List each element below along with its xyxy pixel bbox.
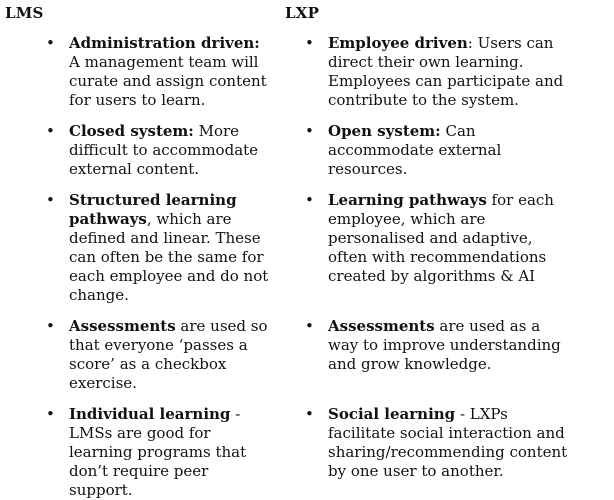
lms-item-term: Closed system:	[69, 122, 194, 140]
lms-list-item	[0, 317, 290, 393]
lxp-item-term: Open system:	[328, 122, 441, 140]
lxp-list-item	[285, 405, 595, 481]
bullet-icon: •	[46, 317, 55, 335]
bullet-icon: •	[46, 191, 55, 209]
lms-list	[0, 34, 290, 500]
lxp-item-text: Can accommodate external resources.	[328, 122, 502, 178]
lxp-item-term: Assessments	[328, 317, 435, 335]
lms-item-text: More difficult to accommodate external content.	[69, 122, 259, 178]
lxp-list	[285, 34, 595, 481]
bullet-icon: •	[46, 34, 55, 52]
lms-heading: LMS	[5, 4, 44, 22]
bullet-icon: •	[305, 191, 314, 209]
bullet-icon: •	[305, 405, 314, 423]
lxp-item-term: Learning pathways	[328, 191, 487, 209]
lxp-item-text: for each employee, which are personalised and adaptive, often with recommendations created by algorithms & AI	[328, 191, 554, 285]
lxp-item-text: are used as a way to improve understanding and grow knowledge.	[328, 317, 561, 373]
lxp-list-item	[285, 191, 595, 286]
lms-item-text: are used so that everyone ‘passes a score’ as a checkbox exercise.	[69, 317, 268, 392]
lxp-heading: LXP	[285, 4, 320, 22]
lms-item-term: Structured learning pathways	[69, 191, 237, 228]
lxp-item-text: - LXPs facilitate social interaction and sharing/recommending content by one user to another.	[328, 405, 568, 480]
bullet-icon: •	[46, 405, 55, 423]
lxp-item-term: Employee driven	[328, 34, 468, 52]
lxp-item-term: Social learning	[328, 405, 456, 423]
lms-item-term: Individual learning	[69, 405, 231, 423]
lms-list-item	[0, 191, 290, 305]
lxp-item-text: : Users can direct their own learning. Employees can participate and contribute to the system.	[328, 34, 564, 109]
lms-item-term: Administration driven:	[69, 34, 260, 52]
bullet-icon: •	[305, 34, 314, 52]
lms-list-item	[0, 34, 290, 110]
lms-list-item	[0, 122, 290, 179]
lms-item-text: , which are defined and linear. These can often be the same for each employee and do not change.	[69, 210, 269, 304]
bullet-icon: •	[305, 122, 314, 140]
bullet-icon: •	[46, 122, 55, 140]
lms-item-text: A management team will curate and assign content for users to learn.	[69, 53, 267, 109]
lms-item-text: - LMSs are good for learning programs that don’t require peer support.	[69, 405, 247, 499]
bullet-icon: •	[305, 317, 314, 335]
lms-list-item	[0, 405, 290, 500]
lxp-list-item	[285, 122, 595, 179]
lms-item-term: Assessments	[69, 317, 176, 335]
lxp-list-item	[285, 34, 595, 110]
lxp-list-item	[285, 317, 595, 374]
